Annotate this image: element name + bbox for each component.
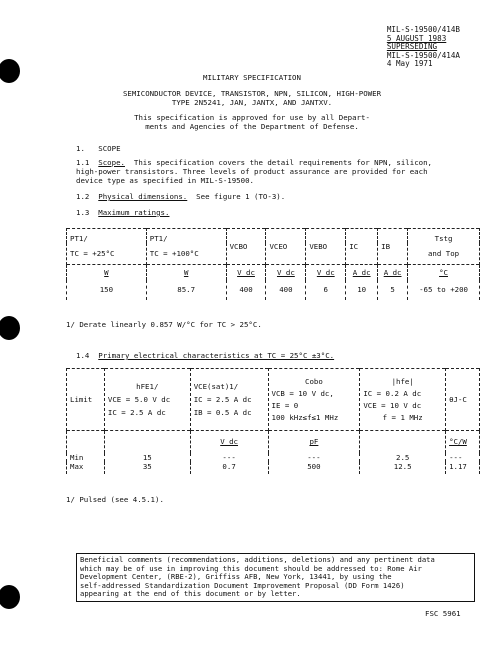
hfe1-condition-vce: VCE = 5.0 V dc [107,395,171,404]
hfe-condition-vce: VCE = 10 V dc [363,401,422,410]
section-1-heading [76,144,121,153]
fsc-code: FSC 5961 [425,609,461,618]
vce-sat-symbol: VCE(sat)1/ [193,382,239,391]
header-ic: IC [346,229,378,265]
header-cobo [268,369,360,431]
cobo-symbol: Cobo [305,377,323,386]
paragraph-heading: Scope. [98,158,125,167]
value-cell: 6 [306,280,346,300]
value-cell: 10 [346,280,378,300]
unit-cell: A dc [346,265,378,280]
limit-min: Min [67,453,105,462]
paragraph-heading: Primary electrical characteristics at TC = 25°C ±3°C. [98,351,335,360]
hfe1-max: 35 [104,462,190,474]
header-vcbo: VCBO [226,229,266,265]
electrical-units-row [67,431,480,453]
cobo-condition-vcb: VCB = 10 V dc, [271,389,334,398]
beneficial-comments-box [76,553,475,602]
header-tstg: Tstg [408,229,480,243]
unit-cell: °C [408,265,480,280]
limit-max: Max [67,462,105,474]
value-cell: 85.7 [146,280,226,300]
paragraph-number: 1.2 [76,192,90,201]
approval-line2: ments and Agencies of the Department of Defense. [145,122,359,131]
subtitle-line2: TYPE 2N5241, JAN, JANTX, AND JANTXV. [171,98,333,107]
unit-cell-empty [360,431,446,453]
header-pt-100: PT1/ [146,229,226,243]
value-cell: -65 to +200 [408,280,480,300]
value-cell: 5 [378,280,408,300]
unit-vce: V dc [190,431,268,453]
header-vce-sat [190,369,268,431]
document-identifier [387,26,460,69]
section-number: 1. [76,144,85,153]
hfe-condition-freq: f = 1 MHz [382,413,423,422]
hfe1-condition-ic: IC = 2.5 A dc [107,408,166,417]
hfe1-min: 15 [104,453,190,462]
comments-line4: self-addressed Standardization Document Improvement Proposal (DD Form 1426) [80,580,405,590]
paragraph-heading: Physical dimensions. [98,192,188,201]
vce-sat-condition-ic: IC = 2.5 A dc [193,395,252,404]
max-ratings-table [66,228,480,300]
vce-sat-max: 0.7 [190,462,268,474]
document-title: MILITARY SPECIFICATION [203,73,301,82]
header-limit: Limit [67,369,105,431]
value-cell: 400 [226,280,266,300]
superseded-date: 4 May 1971 [386,59,433,69]
vce-sat-min: --- [190,453,268,462]
hfe1-symbol: hFE1/ [136,382,159,391]
footnote-derate: 1/ Derate linearly 0.857 W/°C for TC > 25°C. [66,320,262,329]
comments-line2: which may be of use in improving this document should be addressed to: Rome Air [80,563,422,573]
cobo-max: 500 [268,462,360,474]
header-ib: IB [378,229,408,265]
header-vebo: VEBO [306,229,346,265]
spec-number: MIL-S-19500/414B [386,25,460,34]
hfe-max: 12.5 [360,462,446,474]
electrical-min-row [67,453,480,462]
paragraph-1-1-line3: device type as specified in MIL-S-19500. [76,176,254,185]
cobo-min: --- [268,453,360,462]
vce-sat-condition-ib: IB = 0.5 A dc [193,408,252,417]
electrical-max-row [67,462,480,474]
cobo-condition-freq: 100 kHz≤f≤1 MHz [271,413,339,422]
approval-line1: This specification is approved for use by all Depart- [134,113,370,122]
paragraph-1-2 [76,192,285,201]
spec-date: 5 AUGUST 1983 [386,33,447,43]
unit-cell: A dc [378,265,408,280]
subheader-top: and Top [408,243,480,265]
section-label: SCOPE [98,144,121,153]
max-ratings-values-row [67,280,480,300]
paragraph-1-3 [76,208,169,217]
header-theta: θJ-C [446,369,480,431]
paragraph-number: 1.4 [76,351,90,360]
header-pt-25: PT1/ [67,229,147,243]
paragraph-number: 1.1 [76,158,90,167]
paragraph-1-1 [76,158,432,167]
theta-max: 1.17 [446,462,480,474]
unit-cell: V dc [306,265,346,280]
header-hfe1 [104,369,190,431]
hfe-min: 2.5 [360,453,446,462]
hfe-condition-ic: IC = 0.2 A dc [363,389,422,398]
value-cell: 400 [266,280,306,300]
paragraph-1-4 [76,351,334,360]
electrical-header-row [67,369,480,431]
paragraph-heading: Maximum ratings. [98,208,170,217]
paragraph-text: This specification covers the detail requirements for NPN, silicon, [133,158,432,167]
unit-cell: W [67,265,147,280]
footnote-pulsed: 1/ Pulsed (see 4.5.1). [66,495,164,504]
superseding-label: SUPERSEDING [386,42,438,52]
unit-theta: °C/W [446,431,480,453]
unit-cell: V dc [226,265,266,280]
subtitle-line1: SEMICONDUCTOR DEVICE, TRANSISTOR, NPN, SILICON, HIGH-POWER [122,89,382,98]
max-ratings-units-row [67,265,480,280]
max-ratings-header-row [67,229,480,243]
header-hfe [360,369,446,431]
superseded-spec: MIL-S-19500/414A [386,50,460,60]
cobo-condition-ie: IE = 0 [271,401,299,410]
binder-hole-bottom [0,585,20,609]
binder-hole-middle [0,316,20,340]
hfe-symbol: |hfe| [391,377,414,386]
unit-cell: V dc [266,265,306,280]
theta-min: --- [446,453,480,462]
comments-line5: appearing at the end of this document or by letter. [80,589,301,599]
unit-cell-empty [67,431,105,453]
paragraph-text: See figure 1 (TO-3). [196,192,286,201]
unit-cobo: pF [268,431,360,453]
subheader-tc-100: TC = +100°C [146,243,226,265]
header-vceo: VCEO [266,229,306,265]
comments-line1: Beneficial comments (recommendations, additions, deletions) and any pertinent data [80,555,435,564]
electrical-characteristics-table [66,368,480,474]
unit-cell: W [146,265,226,280]
value-cell: 150 [67,280,147,300]
paragraph-1-1-line2: high-power transistors. Three levels of product assurance are provided for each [76,167,428,176]
comments-line3: Development Center, (RBE-2), Griffiss AFB, New York, 13441, by using the [80,572,392,582]
unit-cell-empty [104,431,190,453]
paragraph-number: 1.3 [76,208,90,217]
subheader-tc-25: TC = +25°C [67,243,147,265]
